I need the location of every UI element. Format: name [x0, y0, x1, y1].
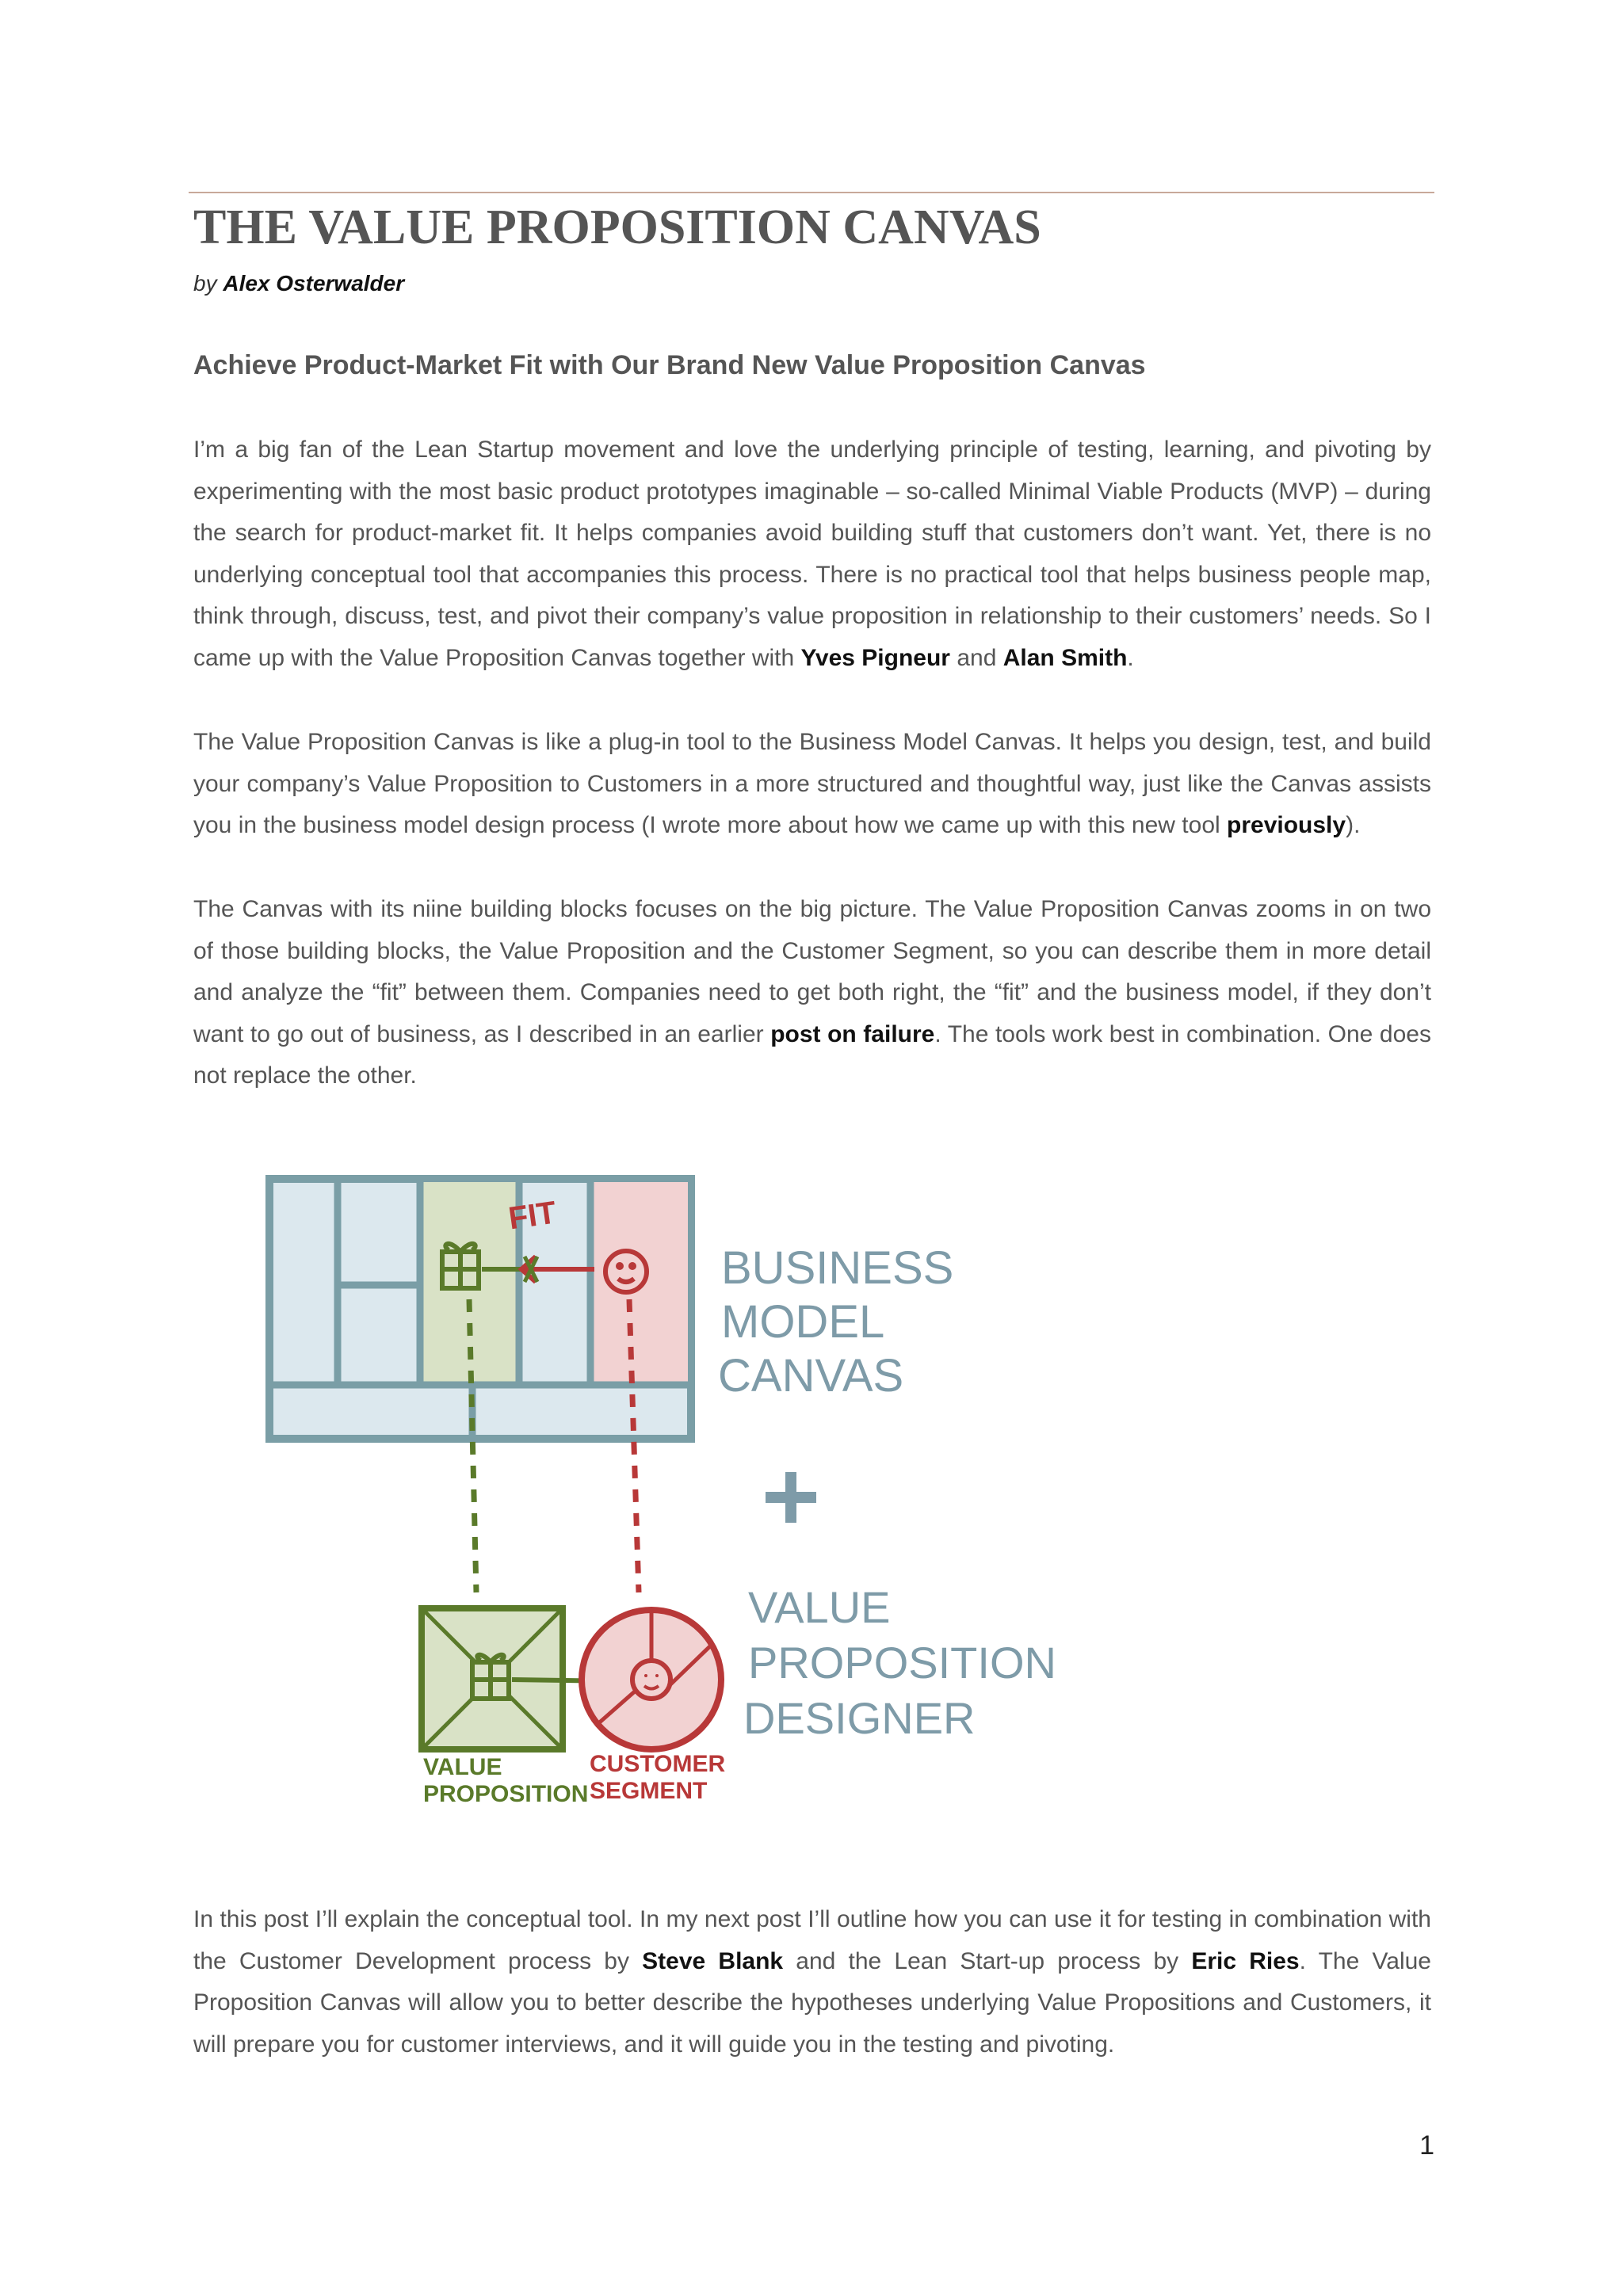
vp-label-line: VALUE	[423, 1754, 502, 1780]
paragraph-text: . The tools work best in combination. One does not replace the other.	[193, 1020, 1431, 1089]
customer-segment-label	[590, 1751, 725, 1804]
cs-label-line: SEGMENT	[590, 1778, 708, 1804]
fit-label: FIT	[506, 1195, 559, 1237]
vpd-label-line: VALUE	[748, 1582, 891, 1632]
byline-by: by	[193, 271, 217, 296]
link-yves-pigneur[interactable]: Yves Pigneur	[800, 644, 950, 671]
page-title: THE VALUE PROPOSITION CANVAS	[193, 200, 1041, 254]
paragraph-text: and	[949, 644, 1003, 671]
vp-label-line: PROPOSITION	[423, 1781, 589, 1807]
paragraph-text: and the Lean Start-up process by	[783, 1947, 1192, 1974]
paragraph-text: The Value Proposition Canvas is like a plug-in tool to the Business Model Canvas. It helps you design, test, and build your company’s Value Proposition to Customers in a more structured and thoughtful way, just like the Canvas assists you in the business model design process (I wrote more about how we came up with this new tool	[193, 729, 1431, 839]
link-previously[interactable]: previously	[1227, 812, 1346, 839]
link-alan-smith[interactable]: Alan Smith	[1002, 644, 1128, 671]
customer-segment-circle	[582, 1610, 721, 1749]
paragraph-text: In this post I’ll explain the conceptual tool. In my next post I’ll outline how you can use it for testing in combination with the Customer Development process by	[193, 1906, 1431, 1974]
byline	[193, 268, 404, 299]
plus-icon	[766, 1472, 816, 1523]
paragraph-plugin	[193, 722, 1431, 847]
value-proposition-designer-label	[743, 1582, 1056, 1743]
business-model-canvas-label	[718, 1242, 953, 1402]
bmc-label-line: MODEL	[721, 1296, 885, 1348]
bmc-label-line: BUSINESS	[721, 1242, 954, 1294]
paragraph-next-post	[193, 1899, 1431, 2065]
article-subtitle: Achieve Product-Market Fit with Our Brand New Value Proposition Canvas	[193, 350, 1146, 380]
link-post-on-failure[interactable]: post on failure	[770, 1020, 935, 1047]
paragraph-text: ).	[1346, 812, 1361, 839]
link-eric-ries[interactable]: Eric Ries	[1191, 1947, 1300, 1974]
value-proposition-figure	[254, 1165, 1062, 1822]
page-number: 1	[1419, 2130, 1434, 2161]
bmc-label-line: CANVAS	[718, 1350, 904, 1402]
value-proposition-label	[423, 1754, 588, 1807]
vpd-label-line: PROPOSITION	[748, 1638, 1056, 1688]
cs-label-line: CUSTOMER	[590, 1751, 726, 1777]
paragraph-text: . The Value Proposition Canvas will allow you to better describe the hypotheses underlying Value Propositions and Customers, it will prepare you for customer interviews, and it will guide you in the testing and pivoting.	[193, 1947, 1431, 2058]
paragraph-text: The Canvas with its niine building blocks focuses on the big picture. The Value Proposition Canvas zooms in on two of those building blocks, the Value Proposition and the Customer Segment, so you can describe them in more detail and analyze the “fit” between them. Companies need to get both right, the “fit” and the business model, if they don’t want to go out of business, as I described in an earlier	[193, 896, 1431, 1047]
paragraph-text: I’m a big fan of the Lean Startup movement and love the underlying principle of testing, learning, and pivoting by experimenting with the most basic product prototypes imaginable – so-called Minimal Viable Products (MVP) – during the search for product-market fit. It helps companies avoid building stuff that customers don’t want. Yet, there is no underlying conceptual tool that accompanies this process. There is no practical tool that helps business people map, think through, discuss, test, and pivot their company’s value proposition in relationship to their customers’ needs. So I came up with the Value Proposition Canvas together with	[193, 437, 1431, 671]
paragraph-canvas	[193, 889, 1431, 1097]
title-rule	[189, 192, 1434, 193]
vpd-label-line: DESIGNER	[743, 1693, 976, 1743]
author-name: Alex Osterwalder	[223, 271, 405, 296]
link-steve-blank[interactable]: Steve Blank	[642, 1947, 784, 1974]
plus-label: +	[791, 1505, 792, 1506]
paragraph-text: .	[1127, 644, 1134, 671]
paragraph-intro	[193, 429, 1431, 680]
